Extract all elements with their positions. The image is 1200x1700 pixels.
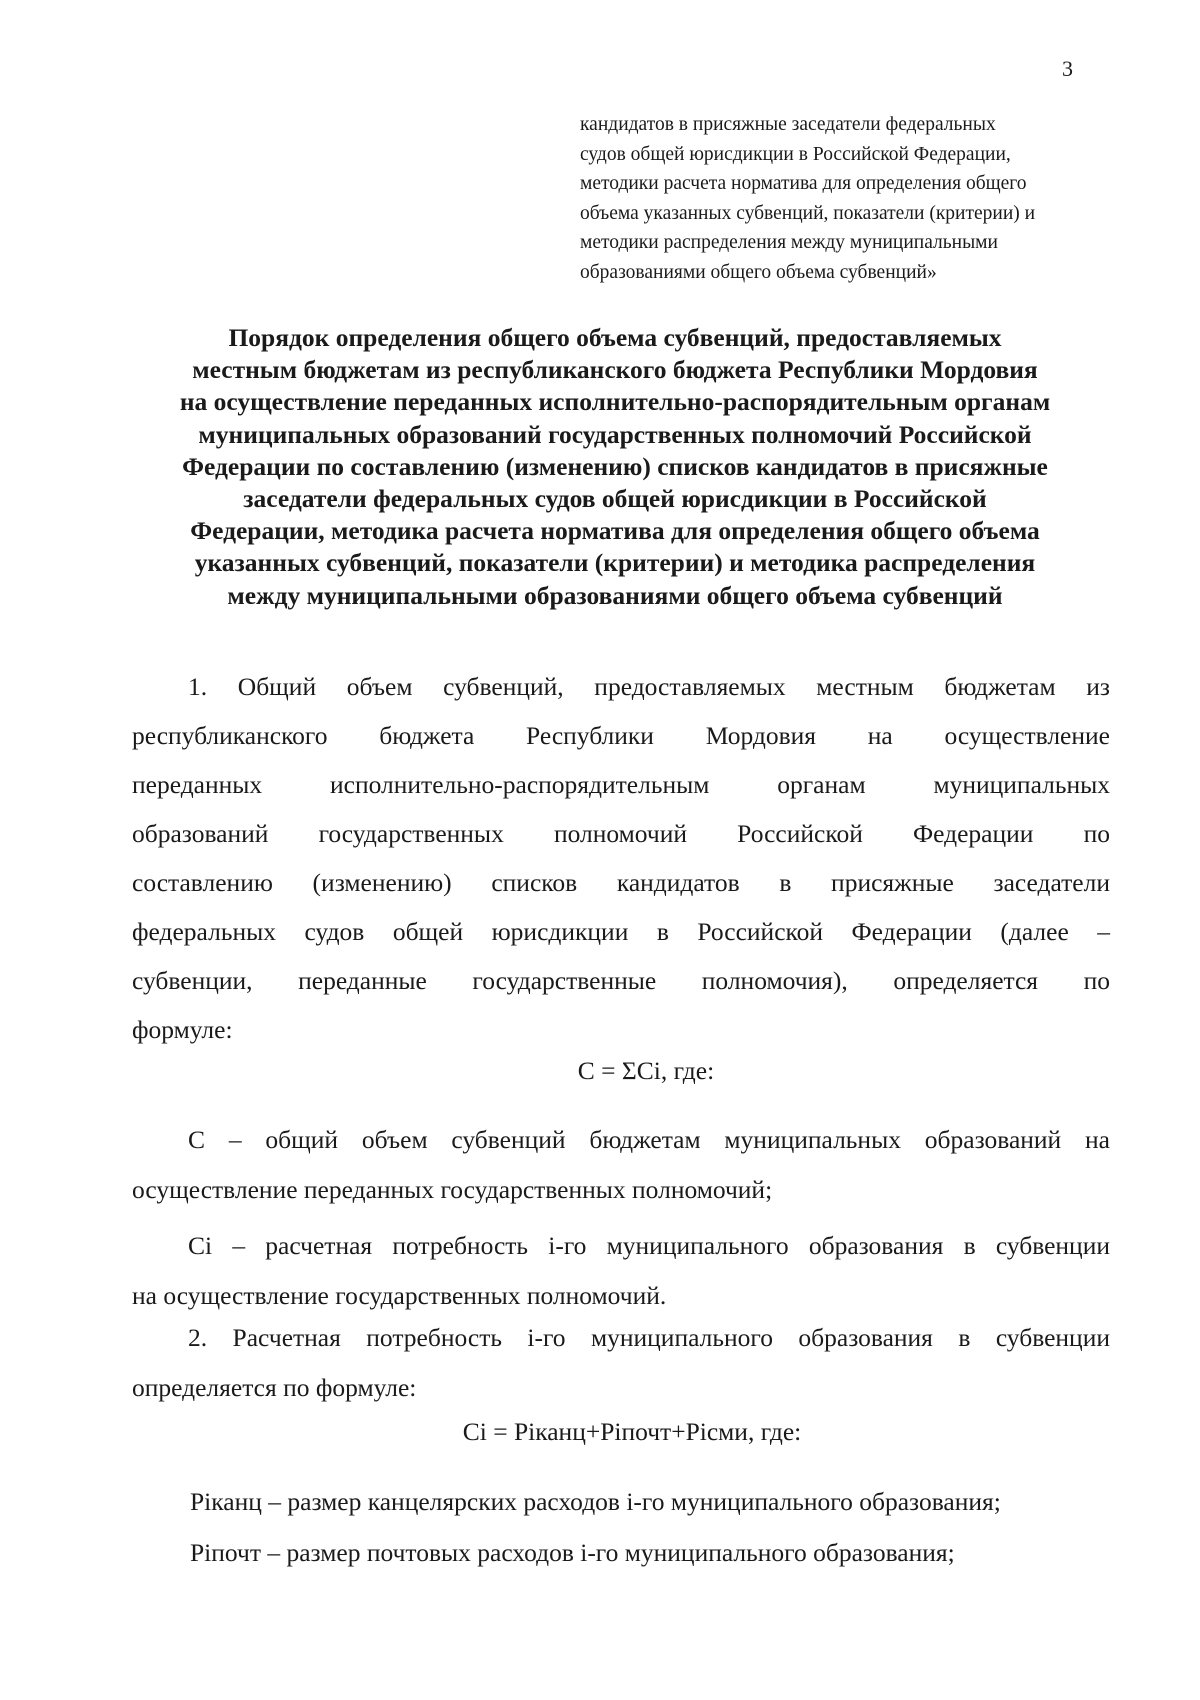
definition-line: С – общий объем субвенций бюджетам муниципальных образований на — [188, 1125, 1110, 1154]
paragraph-line: республиканского бюджета Республики Мордовия на осуществление — [132, 721, 1110, 750]
definition-line: на осуществление государственных полномочий. — [132, 1281, 667, 1310]
definition-kanc: Рiканц – размер канцелярских расходов i-го муниципального образования; — [190, 1487, 1001, 1516]
paragraph-line: 1. Общий объем субвенций, предоставляемых местным бюджетам из — [188, 672, 1110, 701]
title-line: муниципальных образований государственных полномочий Российской — [198, 419, 1032, 449]
definitions-components — [190, 1476, 1001, 1578]
title-line: указанных субвенций, показатели (критерии) и методика распределения — [194, 548, 1036, 578]
definition-line: Сi – расчетная потребность i-го муниципального образования в субвенции — [188, 1231, 1110, 1260]
paragraph-2 — [132, 1313, 1110, 1413]
header-note-line: методики распределения между муниципальными — [580, 232, 998, 253]
definition-line: осуществление переданных государственных полномочий; — [132, 1175, 773, 1204]
header-note-line: образованиями общего объема субвенций» — [580, 261, 937, 283]
paragraph-line: переданных исполнительно-распорядительным органам муниципальных — [132, 770, 1110, 799]
title-line: заседатели федеральных судов общей юрисдикции в Российской — [243, 484, 987, 514]
title-line: Порядок определения общего объема субвенций, предоставляемых — [228, 323, 1002, 352]
header-note-line: судов общей юрисдикции в Российской Федерации, — [580, 143, 1011, 165]
title-line: между муниципальными образованиями общего объема субвенций — [227, 580, 1003, 610]
paragraph-line: федеральных судов общей юрисдикции в Российской Федерации (далее – — [132, 917, 1110, 946]
title-line: местным бюджетам из республиканского бюджета Республики Мордовия — [192, 355, 1038, 385]
page-number: 3 — [1062, 56, 1073, 81]
paragraph-line: субвенции, переданные государственные полномочия), определяется по — [132, 966, 1110, 995]
formula-ci: Сi = Рiканц+Рiпочт+Рiсми, где: — [462, 1417, 802, 1446]
paragraph-line: образований государственных полномочий Российской Федерации по — [132, 819, 1110, 848]
paragraph-line: определяется по формуле: — [132, 1373, 417, 1402]
header-note — [580, 110, 1140, 287]
header-note-line: кандидатов в присяжные заседатели федеральных — [580, 114, 996, 135]
title-line: Федерации по составлению (изменению) списков кандидатов в присяжные — [182, 451, 1048, 481]
title-line: Федерации, методика расчета норматива для определения общего объема — [190, 516, 1040, 546]
paragraph-line: составлению (изменению) списков кандидатов в присяжные заседатели — [132, 868, 1110, 897]
header-note-line: методики расчета норматива для определения общего — [580, 173, 1027, 194]
definition-pocht: Рiпочт – размер почтовых расходов i-го муниципального образования; — [190, 1538, 955, 1567]
paragraph-1 — [132, 662, 1110, 1054]
title-line: на осуществление переданных исполнительно-распорядительным органам — [179, 387, 1051, 417]
definition-c — [132, 1115, 1110, 1215]
formula-total: С = ΣСi, где: — [577, 1056, 715, 1085]
header-note-line: объема указанных субвенций, показатели (критерии) и — [580, 202, 1036, 224]
definition-ci — [132, 1221, 1110, 1321]
paragraph-line: формуле: — [132, 1015, 233, 1044]
paragraph-line: 2. Расчетная потребность i-го муниципального образования в субвенции — [188, 1323, 1110, 1352]
document-title — [120, 322, 1110, 612]
